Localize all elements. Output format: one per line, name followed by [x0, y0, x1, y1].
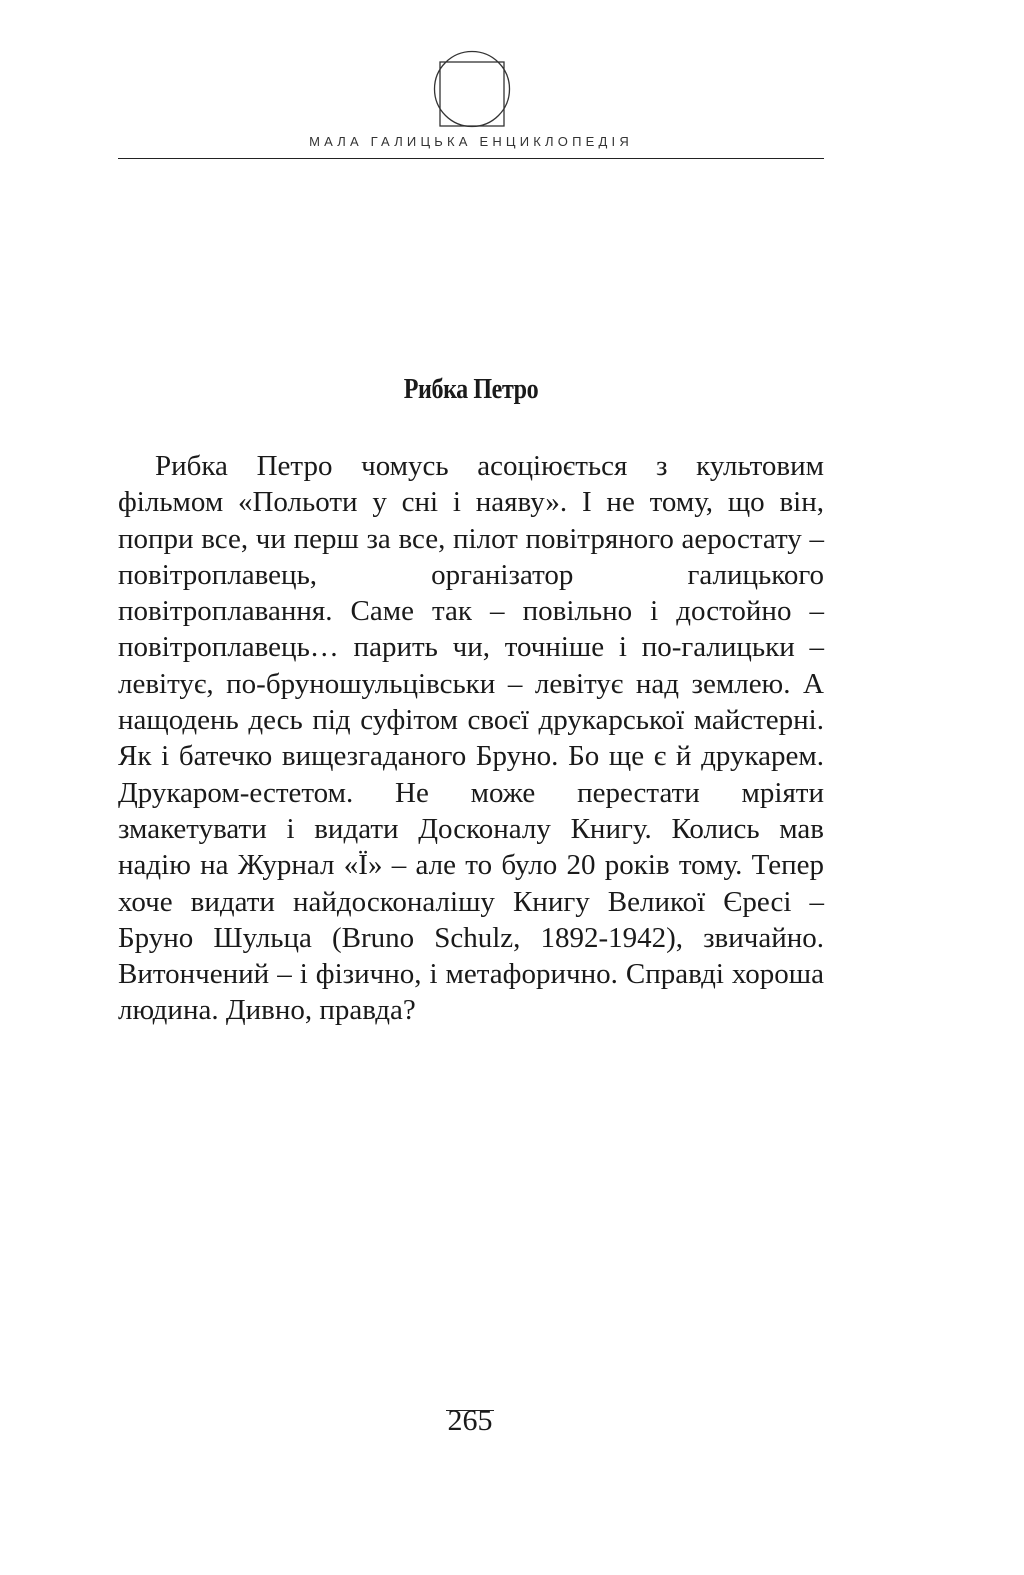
header-rule: [118, 158, 824, 159]
circle-square-emblem-icon: [433, 50, 511, 128]
entry-body: Рибка Петро чомусь асоціюється з культовим фільмом «Польоти у сні і наяву». І не тому, що він, попри все, чи перш за все, пілот повітряного аеростату – повітроплавець, організатор галицького повітроплавання. Саме так – повільно і достойно – повітроплавець… парить чи, точніше і по-галицьки – левітує, по-бруношульцівськи – левітує над землею. А нащодень десь під суфітом своєї друкарської майстерні. Як і батечко вищезгаданого Бруно. Бо ще є й друкарем. Друкаром-естетом. Не може перестати мріяти змакетувати і видати Досконалу Книгу. Колись мав надію на Журнал «Ї» – але то було 20 років тому. Тепер хоче видати найдосконалішу Книгу Великої Єресі – Бруно Шульца (Bruno Schulz, 1892-1942), звичайно. Витончений – і фізично, і метафорично. Справді хороша людина. Дивно, правда?: [118, 450, 824, 1027]
running-head: МАЛА ГАЛИЦЬКА ЕНЦИКЛОПЕДІЯ: [309, 134, 633, 149]
page-number: 265: [447, 1404, 493, 1437]
entry-title: Рибка Петро: [403, 374, 539, 405]
